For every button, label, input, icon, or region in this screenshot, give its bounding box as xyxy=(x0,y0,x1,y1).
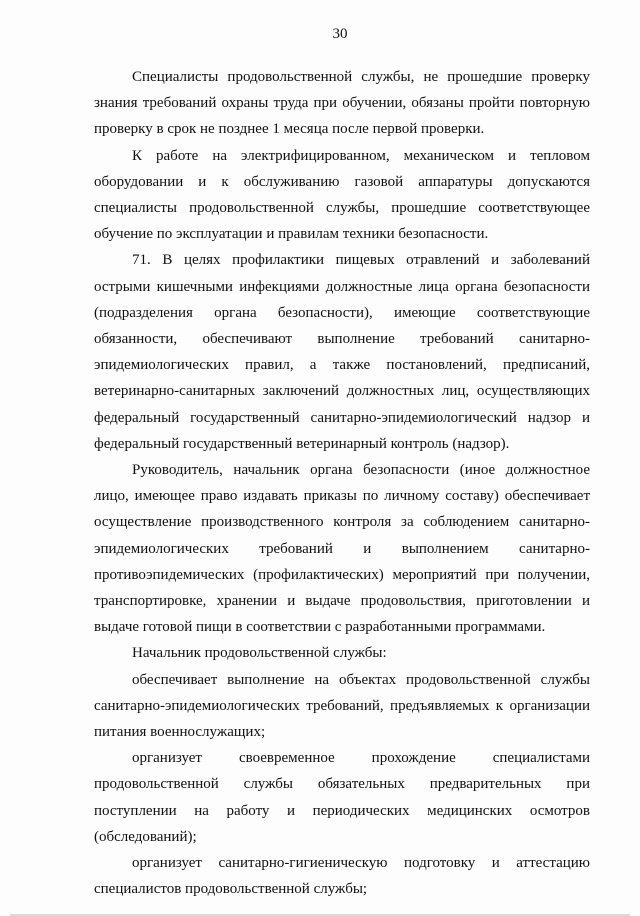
paragraph-chief-heading: Начальник продовольственной службы: xyxy=(132,645,387,662)
paragraph-retest: Специалисты продовольственной службы, не прошедшие проверку знания требований охраны труда при обучении, обязаны пройти повторную проверку в срок не позднее 1 месяца после первой проверки. xyxy=(94,69,590,138)
paragraph-equipment-access: К работе на электрифицированном, механическом и тепловом оборудовании и к обслуживанию газовой аппаратуры допускаются специалисты продовольственной службы, прошедшие соответствующее обучение по эксплуатации и правилам техники безопасности. xyxy=(94,147,590,243)
paragraph-duty-medical: организует своевременное прохождение специалистами продовольственной службы обязательных предварительных при поступлении на работу и периодических медицинских осмотров (обследований); xyxy=(94,750,590,845)
paragraph-duty-training: организует санитарно-гигиеническую подготовку и аттестацию специалистов продовольственной службы; xyxy=(94,855,590,898)
paragraph-item-71: 71. В целях профилактики пищевых отравлений и заболеваний острыми кишечными инфекциями должностные лица органа безопасности (подразделения органа безопасности), имеющие соответствующие обязанности, обеспечивают выполнение требований санитарно-эпидемиологических правил, а также постановлений, предписаний, ветеринарно-санитарных заключений должностных лиц, осуществляющих федеральный государственный санитарно-эпидемиологический надзор и федеральный государственный ветеринарный контроль (надзор). xyxy=(94,252,590,452)
document-body xyxy=(94,64,590,903)
paragraph-duty-sanitary: обеспечивает выполнение на объектах продовольственной службы санитарно-эпидемиологических требований, предъявляемых к организации питания военнослужащих; xyxy=(94,671,590,741)
page-number: 30 xyxy=(332,26,348,42)
paragraph-production-control: Руководитель, начальник органа безопасности (иное должностное лицо, имеющее право издавать приказы по личному составу) обеспечивает осуществление производственного контроля за соблюдением санитарно-эпидемиологических требований и выполнением санитарно-противоэпидемических (профилактических) мероприятий при получении, транспортировке, хранении и выдаче продовольствия, приготовлении и выдаче готовой пищи в соответствии с разработанными программами. xyxy=(94,462,590,636)
